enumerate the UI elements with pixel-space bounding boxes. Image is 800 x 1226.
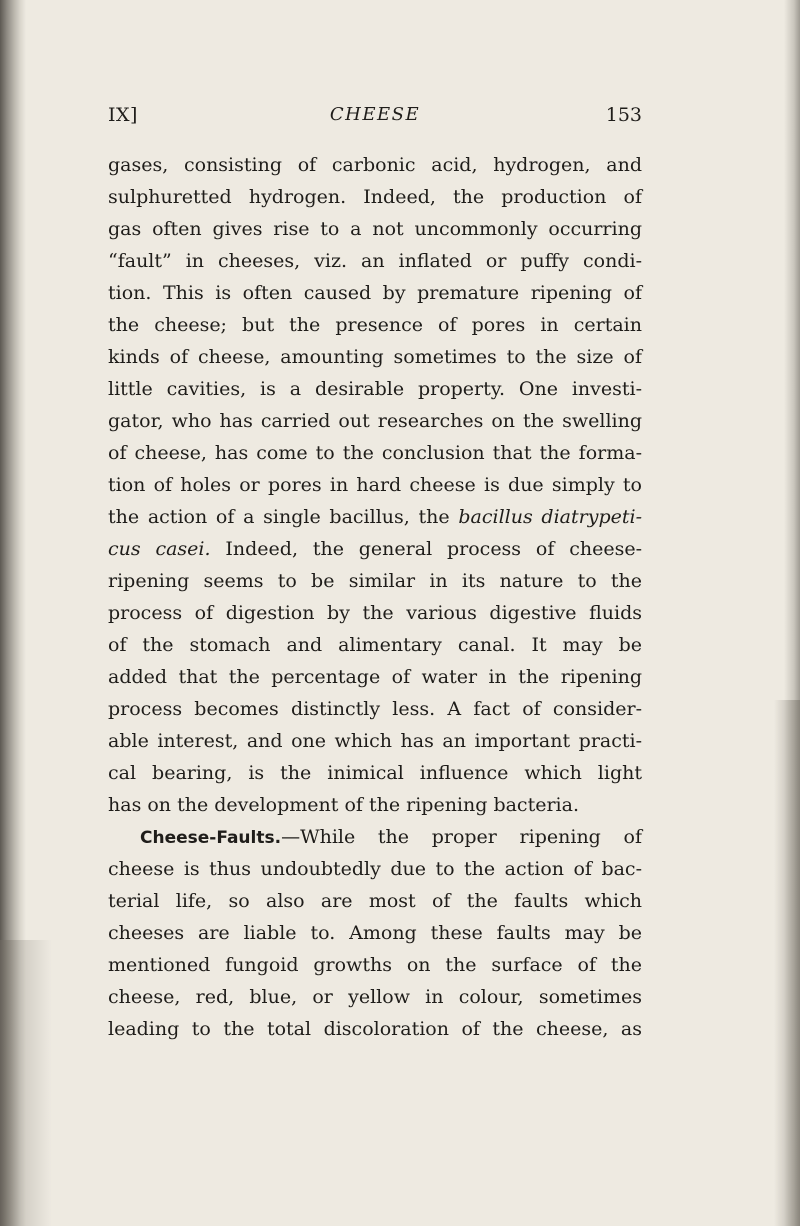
text-line: tion of holes or pores in hard cheese is due simply to xyxy=(108,474,642,496)
species-name-italic: bacillus diatrypeti- xyxy=(458,506,642,528)
text-line: ripening seems to be similar in its nature to the xyxy=(108,570,642,592)
text-line: gases, consisting of carbonic acid, hydrogen, and xyxy=(108,154,642,176)
text-line: sulphuretted hydrogen. Indeed, the production of xyxy=(108,186,642,208)
text-line: cal bearing, is the inimical influence which light xyxy=(108,762,642,784)
text-line: of the stomach and alimentary canal. It may be xyxy=(108,634,642,656)
text-line: process becomes distinctly less. A fact of consider- xyxy=(108,698,642,720)
text-line: the cheese; but the presence of pores in certain xyxy=(108,314,642,336)
chapter-number: IX] xyxy=(108,104,138,126)
text-line: able interest, and one which has an important practi- xyxy=(108,730,642,752)
text-line: of cheese, has come to the conclusion that the forma- xyxy=(108,442,642,464)
text-line xyxy=(108,533,642,565)
page-right-edge-stain xyxy=(774,700,800,1226)
body-text xyxy=(108,149,642,1045)
text-line: process of digestion by the various digestive fluids xyxy=(108,602,642,624)
text-line: gator, who has carried out researches on the swelling xyxy=(108,410,642,432)
text-line: added that the percentage of water in the ripening xyxy=(108,666,642,688)
text-line: gas often gives rise to a not uncommonly occurring xyxy=(108,218,642,240)
text-line xyxy=(108,501,642,533)
section-heading: Cheese-Faults. xyxy=(140,828,282,848)
text-line: mentioned fungoid growths on the surface of the xyxy=(108,954,642,976)
running-header xyxy=(108,104,642,134)
text-line xyxy=(108,821,642,853)
page-number: 153 xyxy=(605,104,642,126)
text-line: tion. This is often caused by premature ripening of xyxy=(108,282,642,304)
species-name-italic: cus casei. xyxy=(108,538,211,560)
text-line: cheese, red, blue, or yellow in colour, sometimes xyxy=(108,986,642,1008)
text-line: “fault” in cheeses, viz. an inflated or puffy condi- xyxy=(108,250,642,272)
text-segment: Indeed, the general process of cheese- xyxy=(210,538,642,560)
text-line: kinds of cheese, amounting sometimes to the size of xyxy=(108,346,642,368)
text-line: has on the development of the ripening bacteria. xyxy=(108,794,579,816)
text-line: little cavities, is a desirable property. One investi- xyxy=(108,378,642,400)
text-line: leading to the total discoloration of the cheese, as xyxy=(108,1018,642,1040)
page-left-edge-stain xyxy=(0,940,52,1226)
text-segment: —While the proper ripening of xyxy=(281,826,642,848)
text-line: terial life, so also are most of the faults which xyxy=(108,890,642,912)
text-line: cheese is thus undoubtedly due to the action of bac- xyxy=(108,858,642,880)
running-title: CHEESE xyxy=(329,104,421,125)
text-line: cheeses are liable to. Among these faults may be xyxy=(108,922,642,944)
text-segment: the action of a single bacillus, the xyxy=(108,506,459,528)
